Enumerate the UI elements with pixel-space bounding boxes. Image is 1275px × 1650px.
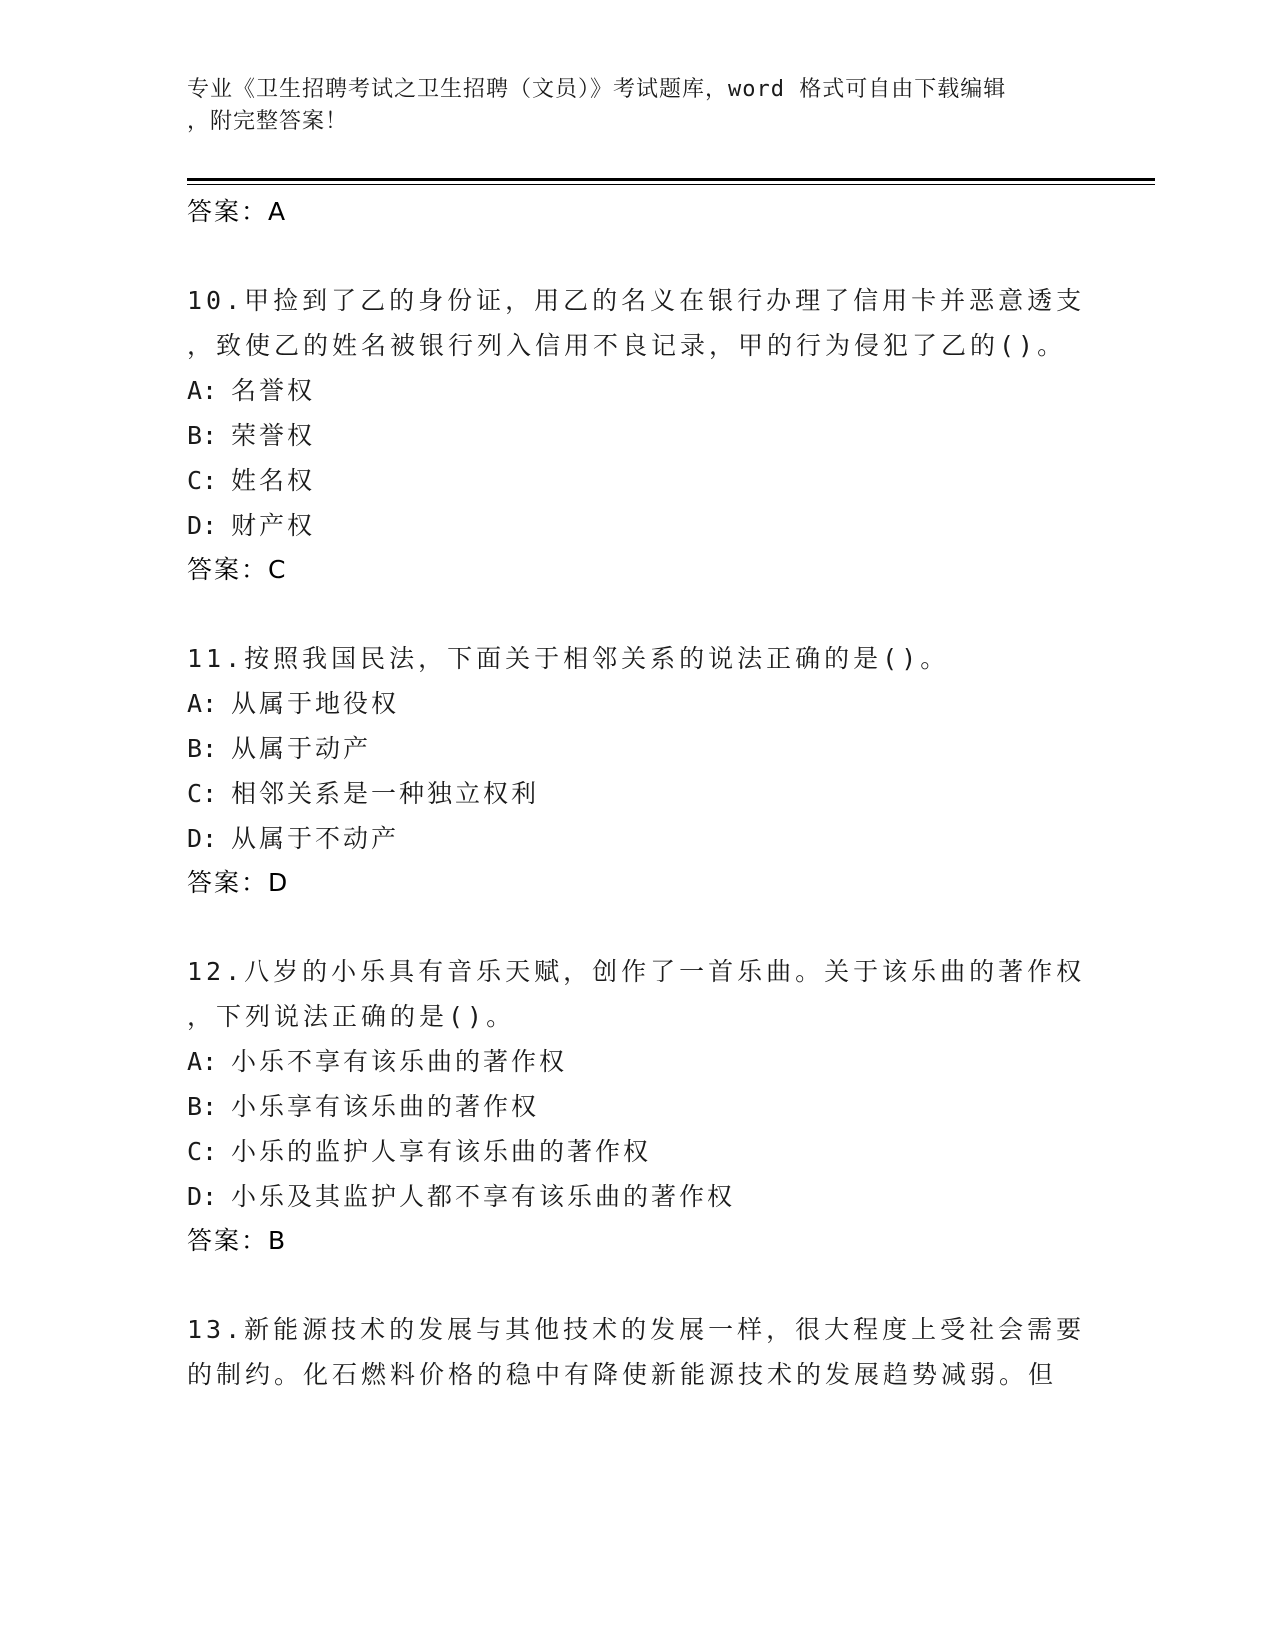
option-key: C:: [187, 466, 218, 495]
option-key: A:: [187, 1047, 218, 1076]
option-key: C:: [187, 779, 218, 808]
question-block: [187, 1307, 1087, 1397]
question-block: [187, 949, 1087, 1263]
question-stem-line: 的制约。化石燃料价格的稳中有降使新能源技术的发展趋势减弱。但: [187, 1360, 1058, 1389]
question-stem-line: 13.新能源技术的发展与其他技术的发展一样，很大程度上受社会需要: [187, 1315, 1086, 1344]
answer-option: [187, 1129, 1087, 1174]
answer-line: 答案：C: [187, 555, 288, 584]
document-header: [187, 74, 1067, 138]
option-key: D:: [187, 824, 218, 853]
option-key: B:: [187, 1092, 218, 1121]
answer-option: [187, 413, 1087, 458]
question-block: [187, 278, 1087, 592]
question-list: [187, 190, 1087, 1397]
question-stem-line: 11.按照我国民法，下面关于相邻关系的说法正确的是()。: [187, 644, 950, 673]
option-key: D:: [187, 511, 218, 540]
answer-option: [187, 726, 1087, 771]
question-stem-line: 10.甲捡到了乙的身份证，用乙的名义在银行办理了信用卡并恶意透支: [187, 286, 1086, 315]
questions-container: [187, 278, 1087, 1397]
option-key: D:: [187, 1182, 218, 1211]
option-text: 相邻关系是一种独立权利: [231, 779, 540, 808]
question-stem-line: ，致使乙的姓名被银行列入信用不良记录，甲的行为侵犯了乙的()。: [187, 331, 1067, 360]
option-text: 名誉权: [231, 376, 316, 405]
option-text: 小乐不享有该乐曲的著作权: [231, 1047, 568, 1076]
option-text: 小乐的监护人享有该乐曲的著作权: [231, 1137, 652, 1166]
option-text: 从属于动产: [231, 734, 372, 763]
option-key: B:: [187, 734, 218, 763]
option-key: B:: [187, 421, 218, 450]
answer-option: [187, 1174, 1087, 1219]
header-divider-thick: [187, 178, 1155, 181]
option-text: 财产权: [231, 511, 316, 540]
option-text: 从属于地役权: [231, 689, 400, 718]
option-text: 小乐享有该乐曲的著作权: [231, 1092, 540, 1121]
answer-option: [187, 368, 1087, 413]
answer-option: [187, 771, 1087, 816]
answer-option: [187, 1084, 1087, 1129]
option-text: 姓名权: [231, 466, 316, 495]
answer-line-q9: 答案：A: [187, 197, 288, 226]
answer-option: [187, 681, 1087, 726]
header-line-2: ，附完整答案！: [187, 109, 349, 134]
answer-option: [187, 503, 1087, 548]
option-text: 从属于不动产: [231, 824, 400, 853]
question-block: [187, 636, 1087, 905]
answer-line: 答案：D: [187, 868, 290, 897]
option-text: 荣誉权: [231, 421, 316, 450]
answer-option: [187, 816, 1087, 861]
option-text: 小乐及其监护人都不享有该乐曲的著作权: [231, 1182, 736, 1211]
question-stem-line: 12.八岁的小乐具有音乐天赋，创作了一首乐曲。关于该乐曲的著作权: [187, 957, 1086, 986]
header-divider-thin: [187, 184, 1155, 185]
header-line-1: 专业《卫生招聘考试之卫生招聘（文员）》考试题库，word 格式可自由下载编辑: [187, 77, 1007, 102]
answer-option: [187, 1039, 1087, 1084]
option-key: C:: [187, 1137, 218, 1166]
answer-option: [187, 458, 1087, 503]
question-stem-line: ，下列说法正确的是()。: [187, 1002, 516, 1031]
answer-line: 答案：B: [187, 1226, 288, 1255]
option-key: A:: [187, 376, 218, 405]
option-key: A:: [187, 689, 218, 718]
